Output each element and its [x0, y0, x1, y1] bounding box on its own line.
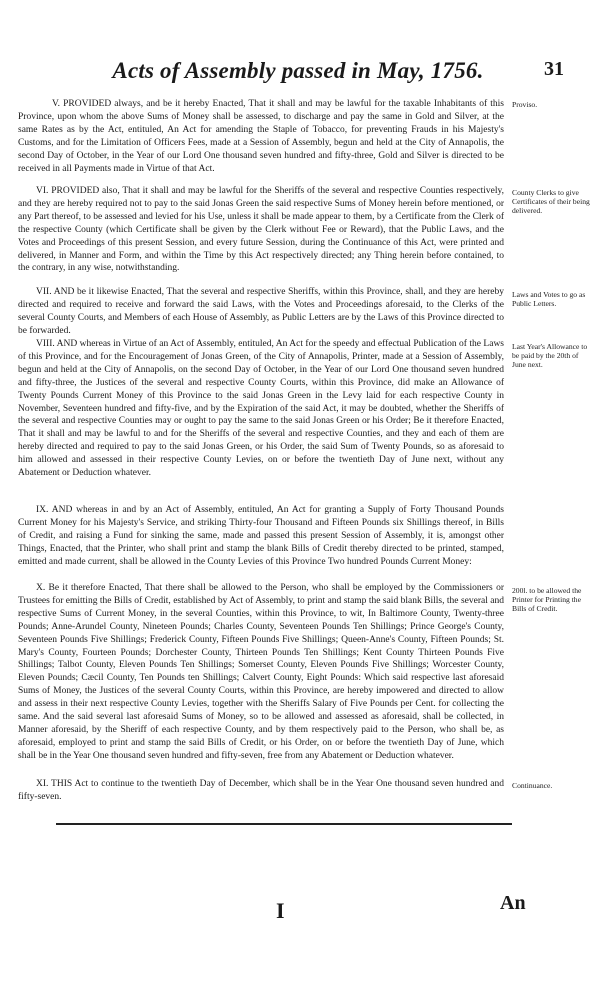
section-v-paragraph: V. PROVIDED always, and be it hereby Enacted, That it shall and may be lawful for the taxable Inhabitants of this Province, upon whom the above Sums of Money shall be assessed, to discharge and pay the same in Gold and Silver, at the same Rates as by the Act, entituled, An Act for amending the Staple of Tobacco, for preventing Frauds in his Majesty's Customs, and for the Limitation of Officers Fees, made at a Session of Assembly, begun and held at the City of Annapolis, the second Day of October, in the Year of our Lord One thousand seven hundred and fifty-three, Gold and Silver is directed to be received in all Payments made in Virtue of that Act.: [18, 99, 504, 174]
closing-rule-divider: [56, 823, 512, 825]
margin-note-proviso: Proviso.: [512, 100, 538, 109]
margin-note-last-years-allowance: Last Year's Allowance to be paid by the 20th of June next.: [512, 342, 588, 369]
running-header-title: Acts of Assembly passed in May, 1756.: [112, 58, 484, 83]
margin-note-printer-allowance: 200l. to be allowed the Printer for Printing the Bills of Credit.: [512, 586, 582, 613]
section-x-paragraph: X. Be it therefore Enacted, That there shall be allowed to the Person, who shall be employed by the Commissioners or Trustees for emitting the Bills of Credit, established by Act of Assembly, to print and stamp the said blank Bills, the several and respective Sums of Current Money, in the several Counties, within this Province, to wit, In Baltimore County, Twenty-three Pounds; Anne-Arundel County, Nineteen Pounds; Charles County, Seventeen Pounds Ten Shillings; Prince George's County, Seventeen Pounds Five Shillings; Frederick County, Fifteen Pounds Five Shillings; Queen-Anne's County, Fifteen Pounds; St. Mary's County, Fourteen Pounds; Dorchester County, Thirteen Pounds Ten Shillings; Kent County Thirteen Pounds Five Shillings; Talbot County, Eleven Pounds Ten Shillings; Somerset County, Eleven Pounds Five Shillings; Worcester County, Eleven Pounds; Cæcil County, Ten Pounds ten Shillings; Calvert County, Eight Pounds: Which said respective last aforesaid Sums of Money, the Justices of the several County Courts, within this Province, are hereby impowered and directed to allow and assess in their next respective County Levies, together with the Sheriffs Salary of Five Pounds per Cent. for collecting the same. And the said several last aforesaid Sums of Money, so to be allowed and assessed as aforesaid, shall be collected, in Manner aforesaid, by the Sheriff of each respective County, and by them respectively paid to the Person, who shall be, as aforesaid, employed to print and stamp the said Bills of Credit, or his Order, on or before the twentieth Day of June, which shall be in the Year One thousand seven hundred and fifty-seven, free from any Abatement or Deduction whatever.: [18, 583, 504, 761]
section-ix-paragraph: IX. AND whereas in and by an Act of Assembly, entituled, An Act for granting a Supply of Forty Thousand Pounds Current Money for his Majesty's Service, and striking Thirty-four Thousand and Fifteen Pounds six Shillings thereof, in Bills of Credit, and raising a Fund for sinking the same, made and passed this present Session of Assembly, it is, amongst other Things, Enacted, that the Printer, who shall print and stamp the blank Bills of Credit thereby directed to be printed, stamped, emitted and made current, shall be allowed in the County Levies of this Province Two hundred Pounds Current Money:: [18, 505, 504, 567]
section-vii-paragraph: VII. AND be it likewise Enacted, That the several and respective Sheriffs, within this Province, shall, and they are hereby directed and required to receive and forward the said Laws, with the Votes and Proceedings aforesaid, to the Clerks of the several County Courts, and Members of each House of Assembly, as Public Letters are by the Laws of this Province directed to be forwarded.: [18, 287, 504, 336]
section-vi-paragraph: VI. PROVIDED also, That it shall and may be lawful for the Sheriffs of the several and respective Counties respectively, and they are hereby required not to pay to the said Jonas Green the said respective Sums of Money herein before mentioned, or any Part thereof, to be assessed and levied for his Use, unless it shall be made appear to them, by a Certificate from the Clerk of the respective County (which Certificate shall be given by the Clerk without Fee or Reward), that the Public Laws, and the Votes and Proceedings of this present Session, and every future Session, during the Continuance of this Act, were printed and delivered, in Manner and Form, and within the Time by this Act respectively directed; any Thing herein before contained, to the contrary, in any wise, notwithstanding.: [18, 186, 504, 274]
signature-mark: I: [276, 898, 285, 923]
margin-note-public-letters: Laws and Votes to go as Public Letters.: [512, 290, 586, 308]
catchword: An: [500, 892, 526, 914]
section-xi-paragraph: XI. THIS Act to continue to the twentieth Day of December, which shall be in the Year One thousand seven hundred and fifty-seven.: [18, 779, 504, 802]
margin-note-county-clerks: County Clerks to give Certificates of their being delivered.: [512, 188, 590, 215]
page-number: 31: [544, 58, 564, 80]
section-viii-paragraph: VIII. AND whereas in Virtue of an Act of Assembly, entituled, An Act for the speedy and effectual Publication of the Laws of this Province, and for the Encouragement of Jonas Green, of the City of Annapolis, Printer, made at a Session of Assembly, begun and held at the City of Annapolis, on the second Day of October, in the Year of our Lord One thousand seven hundred and fifty-three, the Justices of the several and respective County Courts, within this Province, did make an Allowance of Twenty Pounds Current Money of this Province to the said Jonas Green in the Levy laid for each respective County in November, Seventeen hundred and fifty-five, and by the Expiration of the said Act, it may be doubted, whether the Sheriffs of the several and respective Counties may or ought to pay the same to the said Jonas Green or his Order; Be it therefore Enacted, That it shall and may be lawful to and for the Sheriffs of the several and respective Counties, and they and each of them are hereby directed and required to pay to the said Jonas Green, or his Order, the said Sum of Twenty Pounds, so as aforesaid to him allowed and assessed in their respective County Levies, on or before the twentieth Day of June next, without any Abatement or Deduction whatever.: [18, 339, 504, 479]
margin-note-continuance: Continuance.: [512, 781, 553, 790]
